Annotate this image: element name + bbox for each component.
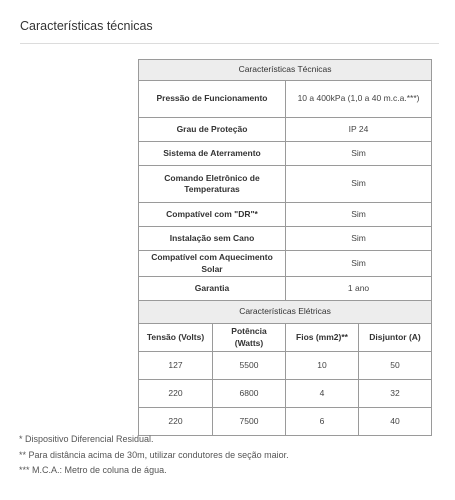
spec-value: 1 ano (286, 277, 432, 301)
wires-cell: 10 (286, 352, 359, 380)
spec-label: Grau de Proteção (139, 118, 286, 142)
table-row (139, 352, 432, 380)
spec-label: Compatível com "DR"* (139, 203, 286, 227)
column-header-wires: Fios (mm2)** (286, 324, 359, 352)
electrical-specs-header: Características Elétricas (139, 301, 432, 324)
footnote: ** Para distância acima de 30m, utilizar condutores de seção maior. (19, 449, 289, 460)
spec-value: 10 a 400kPa (1,0 a 40 m.c.a.***) (286, 81, 432, 118)
spec-label: Sistema de Aterramento (139, 142, 286, 166)
spec-value: Sim (286, 203, 432, 227)
table-row (139, 277, 432, 301)
table-row (139, 227, 432, 251)
electrical-columns-row (139, 324, 432, 352)
technical-specs-table (138, 59, 432, 436)
column-header-power: Potência (Watts) (213, 324, 286, 352)
spec-label: Pressão de Funcionamento (139, 81, 286, 118)
breaker-cell: 32 (359, 380, 432, 408)
footnotes (19, 432, 289, 479)
footnote: *** M.C.A.: Metro de coluna de água. (19, 465, 167, 475)
spec-value: Sim (286, 166, 432, 203)
footnote: * Dispositivo Diferencial Residual. (19, 434, 154, 444)
column-header-breaker: Disjuntor (A) (359, 324, 432, 352)
table-row (139, 142, 432, 166)
table-row (139, 203, 432, 227)
spec-label: Garantia (139, 277, 286, 301)
power-cell: 6800 (213, 380, 286, 408)
voltage-cell: 220 (139, 380, 213, 408)
voltage-cell: 220 (139, 408, 213, 436)
table-row (139, 81, 432, 118)
power-cell: 5500 (213, 352, 286, 380)
table-row (139, 118, 432, 142)
power-cell: 7500 (213, 408, 286, 436)
voltage-cell: 127 (139, 352, 213, 380)
wires-cell: 4 (286, 380, 359, 408)
spec-value: Sim (286, 251, 432, 277)
spec-label: Instalação sem Cano (139, 227, 286, 251)
technical-specs-header: Características Técnicas (139, 60, 432, 81)
spec-value: Sim (286, 227, 432, 251)
spec-value: IP 24 (286, 118, 432, 142)
table-row (139, 166, 432, 203)
section-title: Características técnicas (20, 19, 153, 33)
column-header-voltage: Tensão (Volts) (139, 324, 213, 352)
title-divider (20, 43, 439, 44)
table-row (139, 380, 432, 408)
spec-label: Comando Eletrônico de Temperaturas (139, 166, 286, 203)
table-row (139, 251, 432, 277)
spec-value: Sim (286, 142, 432, 166)
breaker-cell: 50 (359, 352, 432, 380)
wires-cell: 6 (286, 408, 359, 436)
breaker-cell: 40 (359, 408, 432, 436)
spec-label: Compatível com Aquecimento Solar (139, 251, 286, 277)
